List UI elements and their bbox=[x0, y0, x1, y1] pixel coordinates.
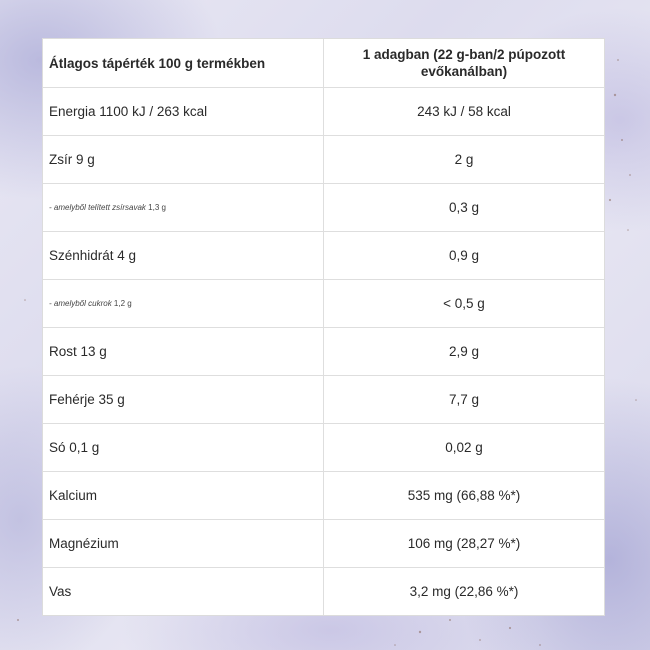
serving-value: 535 mg (66,88 %*) bbox=[407, 488, 521, 503]
table-row bbox=[43, 88, 604, 136]
header-per-100g: Átlagos tápérték 100 g termékben bbox=[43, 39, 324, 87]
table-header-row bbox=[43, 39, 604, 88]
table-row bbox=[43, 424, 604, 472]
table-row bbox=[43, 280, 604, 328]
nutrient-sub-label bbox=[43, 184, 324, 231]
nutrient-label: Fehérje 35 g bbox=[43, 376, 324, 423]
table-row bbox=[43, 184, 604, 232]
serving-value: 243 kJ / 58 kcal bbox=[417, 104, 511, 119]
serving-value: 0,9 g bbox=[448, 248, 480, 263]
sub-label-value: 1,2 g bbox=[113, 299, 132, 308]
table-row bbox=[43, 328, 604, 376]
serving-value: 2 g bbox=[454, 152, 474, 167]
serving-value: 7,7 g bbox=[448, 392, 480, 407]
serving-value: < 0,5 g bbox=[443, 296, 485, 311]
sub-label-prefix: - amelyből cukrok bbox=[49, 299, 112, 308]
nutrient-label: Zsír 9 g bbox=[43, 136, 324, 183]
sub-label-prefix: - amelyből telített zsírsavak bbox=[49, 203, 146, 212]
nutrient-label: Vas bbox=[43, 568, 324, 615]
table-row bbox=[43, 136, 604, 184]
serving-value: 0,02 g bbox=[445, 440, 483, 455]
table-row bbox=[43, 520, 604, 568]
nutrient-label: Energia 1100 kJ / 263 kcal bbox=[43, 88, 324, 135]
nutrition-table bbox=[42, 38, 605, 616]
serving-value: 106 mg (28,27 %*) bbox=[407, 536, 521, 551]
serving-value: 2,9 g bbox=[448, 344, 480, 359]
serving-value: 3,2 mg (22,86 %*) bbox=[409, 584, 519, 599]
table-row bbox=[43, 232, 604, 280]
nutrient-label: Só 0,1 g bbox=[43, 424, 324, 471]
table-row bbox=[43, 472, 604, 520]
sub-label-value: 1,3 g bbox=[148, 203, 166, 212]
nutrient-label: Szénhidrát 4 g bbox=[43, 232, 324, 279]
nutrient-label: Kalcium bbox=[43, 472, 324, 519]
nutrient-label: Magnézium bbox=[43, 520, 324, 567]
nutrient-sub-label bbox=[43, 280, 324, 327]
table-row bbox=[43, 568, 604, 615]
table-row bbox=[43, 376, 604, 424]
header-per-serving: 1 adagban (22 g-ban/2 púpozott evőkanálban) bbox=[362, 47, 566, 79]
serving-value: 0,3 g bbox=[448, 200, 480, 215]
nutrient-label: Rost 13 g bbox=[43, 328, 324, 375]
